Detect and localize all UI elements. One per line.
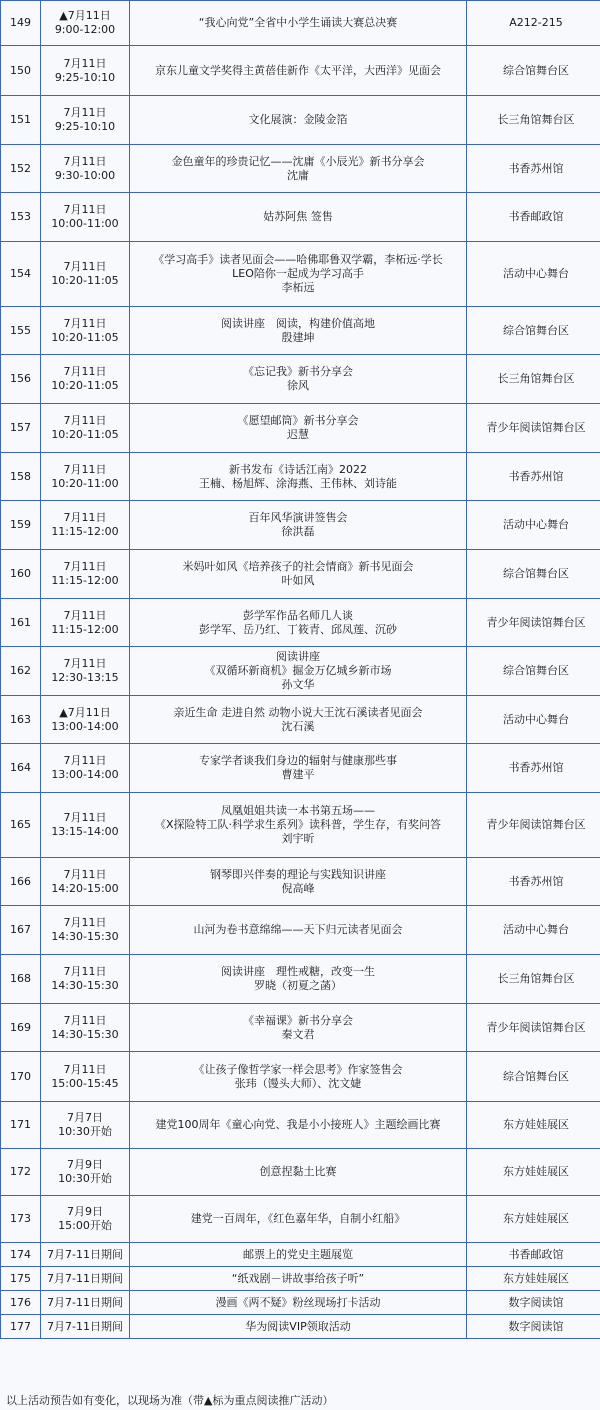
- event-time-line: 10:20-11:00: [51, 476, 119, 490]
- event-description-line: 《双循环新商机》掘金万亿城乡新市场: [204, 664, 392, 677]
- event-venue: 长三角馆舞台区: [467, 355, 600, 404]
- event-time-line: 10:20-11:05: [51, 428, 119, 441]
- event-time-line: ▲7月11日: [59, 9, 111, 22]
- event-description-line: 彭学军、岳乃红、丁筱青、邱凤莲、沉砂: [199, 622, 397, 636]
- event-time: [41, 1315, 130, 1339]
- event-description-line: 山河为卷书意绵绵——天下归元读者见面会: [193, 923, 403, 936]
- event-time-line: 7月11日: [63, 1062, 107, 1076]
- event-time: [41, 242, 130, 307]
- event-description-line: 叶如风: [281, 574, 315, 587]
- event-number: 174: [1, 1243, 41, 1267]
- event-description-line: 建党一百周年，《红色嘉年华，自制小红船》: [190, 1212, 406, 1225]
- table-row: [1, 858, 600, 906]
- event-number: 151: [1, 96, 41, 145]
- event-description-line: 文化展演：金陵金箔: [248, 113, 348, 126]
- table-row: [1, 696, 600, 744]
- event-description: [130, 242, 467, 307]
- event-time: [41, 46, 130, 96]
- table-row: [1, 599, 600, 647]
- event-number: 175: [1, 1267, 41, 1291]
- table-row: [1, 1004, 600, 1052]
- event-time-line: 7月7-11日期间: [47, 1295, 123, 1309]
- event-number: 159: [1, 501, 41, 550]
- table-row: [1, 404, 600, 453]
- event-time-line: 7月11日: [63, 462, 107, 476]
- event-description: [130, 501, 467, 550]
- event-number: 152: [1, 145, 41, 193]
- event-description-line: 米妈叶如风《培养孩子的社会情商》新书见面会: [182, 560, 414, 573]
- event-number: 162: [1, 647, 41, 696]
- event-venue: 综合馆舞台区: [467, 46, 600, 96]
- event-description-line: 王楠、杨旭辉、涂海燕、王伟林、刘诗能: [199, 476, 397, 490]
- event-time-line: 7月9日: [67, 1158, 103, 1171]
- event-description: [130, 1315, 467, 1339]
- table-row: [1, 1315, 600, 1339]
- event-description-line: 邮票上的党史主题展览: [243, 1247, 353, 1261]
- event-description: [130, 1, 467, 46]
- table-row: [1, 744, 600, 793]
- event-description-line: 沈庸: [287, 168, 309, 182]
- event-description-line: 阅读讲座: [276, 650, 320, 663]
- event-description-line: 漫画《两不疑》粉丝现场打卡活动: [215, 1295, 381, 1309]
- event-venue: 活动中心舞台: [467, 906, 600, 955]
- event-time-line: 9:30-10:00: [54, 168, 116, 182]
- event-time: [41, 96, 130, 145]
- event-time-line: 9:25-10:10: [54, 120, 116, 133]
- event-time-line: ▲7月11日: [59, 705, 111, 719]
- event-time-line: 7月11日: [63, 203, 107, 216]
- event-time-line: 7月11日: [63, 608, 107, 622]
- table-row: [1, 355, 600, 404]
- event-description: [130, 1267, 467, 1291]
- event-description: [130, 307, 467, 355]
- event-time-line: 7月11日: [63, 414, 107, 427]
- event-description: [130, 96, 467, 145]
- event-time-line: 7月11日: [63, 56, 107, 70]
- event-description-line: 罗晓（初夏之菡）: [254, 979, 342, 992]
- event-time-line: 13:00-14:00: [51, 768, 119, 781]
- event-description-line: 迟慧: [287, 428, 309, 441]
- event-time: [41, 1052, 130, 1102]
- event-time: [41, 307, 130, 355]
- event-description-line: 孙文华: [281, 678, 315, 691]
- event-description-line: 徐风: [287, 379, 309, 392]
- event-venue: 书香苏州馆: [467, 145, 600, 193]
- table-row: [1, 1, 600, 46]
- event-time-line: 7月11日: [63, 260, 107, 273]
- event-description: [130, 1196, 467, 1243]
- event-time: [41, 145, 130, 193]
- event-time-line: 7月7日: [67, 1111, 103, 1124]
- table-row: [1, 1243, 600, 1267]
- table-row: [1, 1267, 600, 1291]
- event-number: 163: [1, 696, 41, 744]
- event-venue: 活动中心舞台: [467, 501, 600, 550]
- event-description-line: 华为阅读VIP领取活动: [245, 1319, 351, 1333]
- event-number: 172: [1, 1149, 41, 1196]
- event-description-line: 曹建平: [281, 768, 315, 781]
- event-time: [41, 696, 130, 744]
- event-description-line: 殷建坤: [281, 330, 315, 344]
- event-description-line: 《学习高手》读者见面会——哈佛耶鲁双学霸，李柘远·学长: [153, 253, 443, 266]
- event-description: [130, 599, 467, 647]
- event-time-line: 7月9日: [67, 1205, 103, 1218]
- event-venue: A212-215: [467, 1, 600, 46]
- event-description: [130, 858, 467, 906]
- event-description-line: 百年风华演讲签售会: [248, 511, 348, 524]
- event-number: 167: [1, 906, 41, 955]
- event-description-line: 阅读讲座 阅读，构建价值高地: [221, 316, 375, 330]
- event-number: 170: [1, 1052, 41, 1102]
- event-time: [41, 453, 130, 501]
- event-description: [130, 1149, 467, 1196]
- event-venue: 活动中心舞台: [467, 242, 600, 307]
- event-number: 154: [1, 242, 41, 307]
- table-row: [1, 1149, 600, 1196]
- event-description-line: “纸戏剧－讲故事给孩子听”: [231, 1271, 365, 1285]
- table-row: [1, 242, 600, 307]
- event-description: [130, 453, 467, 501]
- event-time: [41, 793, 130, 858]
- event-description-line: 专家学者谈我们身边的辐射与健康那些事: [199, 754, 397, 767]
- event-venue: 数字阅读馆: [467, 1291, 600, 1315]
- event-venue: 东方娃娃展区: [467, 1102, 600, 1149]
- event-description-line: 《让孩子像哲学家一样会思考》作家签售会: [193, 1062, 403, 1076]
- event-number: 150: [1, 46, 41, 96]
- event-venue: 书香邮政馆: [467, 193, 600, 242]
- event-time-line: 13:15-14:00: [51, 825, 119, 838]
- event-time-line: 14:20-15:00: [51, 881, 119, 895]
- table-row: [1, 793, 600, 858]
- table-row: [1, 46, 600, 96]
- table-row: [1, 1196, 600, 1243]
- event-time-line: 15:00-15:45: [51, 1076, 119, 1090]
- table-row: [1, 1291, 600, 1315]
- event-time-line: 7月11日: [63, 867, 107, 881]
- table-row: [1, 906, 600, 955]
- event-time-line: 13:00-14:00: [51, 719, 119, 733]
- event-description: [130, 355, 467, 404]
- event-number: 156: [1, 355, 41, 404]
- event-time-line: 7月11日: [63, 316, 107, 330]
- event-time: [41, 599, 130, 647]
- event-description-line: 《忘记我》新书分享会: [243, 365, 353, 378]
- event-time-line: 15:00开始: [58, 1219, 112, 1232]
- event-time-line: 7月11日: [63, 965, 107, 978]
- event-venue: 书香苏州馆: [467, 453, 600, 501]
- event-description: [130, 1243, 467, 1267]
- event-description: [130, 793, 467, 858]
- event-number: 168: [1, 955, 41, 1004]
- event-description-line: 钢琴即兴伴奏的理论与实践知识讲座: [210, 867, 386, 881]
- event-time: [41, 1291, 130, 1315]
- event-time-line: 7月11日: [63, 1013, 107, 1027]
- event-description-line: 阅读讲座 理性戒糖，改变一生: [221, 965, 375, 978]
- event-venue: 综合馆舞台区: [467, 647, 600, 696]
- event-venue: 书香邮政馆: [467, 1243, 600, 1267]
- event-description: [130, 46, 467, 96]
- event-venue: 书香苏州馆: [467, 858, 600, 906]
- event-description-line: 凤凰姐姐共读一本书第五场——: [221, 804, 375, 817]
- footer-note: 以上活动预告如有变化，以现场为准（带▲标为重点阅读推广活动）: [6, 1394, 334, 1407]
- event-venue: 数字阅读馆: [467, 1315, 600, 1339]
- event-number: 161: [1, 599, 41, 647]
- event-venue: 综合馆舞台区: [467, 307, 600, 355]
- event-time-line: 7月11日: [63, 106, 107, 119]
- event-number: 153: [1, 193, 41, 242]
- event-description: [130, 955, 467, 1004]
- event-time-line: 11:15-12:00: [51, 574, 119, 587]
- event-time-line: 9:00-12:00: [54, 23, 116, 36]
- event-time: [41, 744, 130, 793]
- event-venue: 东方娃娃展区: [467, 1267, 600, 1291]
- event-description: [130, 145, 467, 193]
- event-time-line: 7月11日: [63, 916, 107, 929]
- table-row: [1, 193, 600, 242]
- event-time-line: 7月11日: [63, 754, 107, 767]
- event-venue: 综合馆舞台区: [467, 550, 600, 599]
- event-description-line: 《愿望邮筒》新书分享会: [237, 414, 359, 427]
- event-time-line: 10:20-11:05: [51, 274, 119, 287]
- event-number: 166: [1, 858, 41, 906]
- event-number: 157: [1, 404, 41, 453]
- event-time: [41, 193, 130, 242]
- table-row: [1, 955, 600, 1004]
- event-description-line: “我心向党”全省中小学生诵读大赛总决赛: [198, 16, 398, 29]
- event-description: [130, 550, 467, 599]
- event-time: [41, 550, 130, 599]
- event-venue: 东方娃娃展区: [467, 1149, 600, 1196]
- event-time: [41, 858, 130, 906]
- event-description: [130, 193, 467, 242]
- event-description: [130, 1052, 467, 1102]
- table-row: [1, 1102, 600, 1149]
- table-row: [1, 145, 600, 193]
- event-time-line: 14:30-15:30: [51, 930, 119, 943]
- event-time-line: 14:30-15:30: [51, 979, 119, 992]
- event-time-line: 10:00-11:00: [51, 217, 119, 230]
- event-number: 155: [1, 307, 41, 355]
- event-time-line: 7月11日: [63, 811, 107, 824]
- event-time-line: 10:30开始: [58, 1125, 112, 1138]
- event-time: [41, 1196, 130, 1243]
- event-venue: 青少年阅读馆舞台区: [467, 599, 600, 647]
- event-time: [41, 1149, 130, 1196]
- event-description-line: 《X探险特工队·科学求生系列》读科普，学生存，有奖问答: [154, 818, 442, 831]
- event-description-line: 建党100周年《童心向党、我是小小接班人》主题绘画比赛: [155, 1118, 441, 1131]
- table-row: [1, 453, 600, 501]
- table-row: [1, 550, 600, 599]
- table-row: [1, 1052, 600, 1102]
- table-row: [1, 647, 600, 696]
- event-description: [130, 647, 467, 696]
- event-description: [130, 744, 467, 793]
- table-row: [1, 96, 600, 145]
- event-number: 176: [1, 1291, 41, 1315]
- event-number: 164: [1, 744, 41, 793]
- event-time-line: 7月11日: [63, 365, 107, 378]
- event-time: [41, 1, 130, 46]
- event-time-line: 7月11日: [63, 560, 107, 573]
- event-description-line: 秦文君: [281, 1027, 315, 1041]
- event-number: 173: [1, 1196, 41, 1243]
- event-venue: 长三角馆舞台区: [467, 96, 600, 145]
- event-number: 160: [1, 550, 41, 599]
- event-venue: 长三角馆舞台区: [467, 955, 600, 1004]
- event-time-line: 12:30-13:15: [51, 671, 119, 684]
- event-time-line: 10:20-11:05: [51, 379, 119, 392]
- event-description-line: 张玮（馒头大师）、沈文婕: [234, 1076, 362, 1090]
- event-time-line: 7月11日: [63, 657, 107, 670]
- event-time-line: 11:15-12:00: [51, 622, 119, 636]
- event-description: [130, 1004, 467, 1052]
- event-description-line: 倪高峰: [281, 881, 315, 895]
- event-time: [41, 1267, 130, 1291]
- event-number: 177: [1, 1315, 41, 1339]
- event-time: [41, 501, 130, 550]
- event-description-line: 新书发布《诗话江南》2022: [229, 462, 367, 476]
- event-description-line: 刘宇昕: [281, 832, 315, 845]
- event-description-line: 徐洪磊: [281, 525, 315, 538]
- event-time: [41, 1102, 130, 1149]
- event-description-line: 彭学军作品名师几人谈: [243, 608, 353, 622]
- event-number: 165: [1, 793, 41, 858]
- event-description-line: LEO陪你一起成为学习高手: [232, 267, 364, 280]
- event-description: [130, 906, 467, 955]
- event-venue: 青少年阅读馆舞台区: [467, 793, 600, 858]
- event-time-line: 11:15-12:00: [51, 525, 119, 538]
- event-venue: 活动中心舞台: [467, 696, 600, 744]
- event-time: [41, 355, 130, 404]
- event-description: [130, 404, 467, 453]
- event-time-line: 7月11日: [63, 154, 107, 168]
- event-description-line: 创意捏黏土比赛: [259, 1165, 337, 1178]
- event-description-line: 金色童年的珍贵记忆——沈庸《小辰光》新书分享会: [171, 154, 425, 168]
- event-time: [41, 955, 130, 1004]
- event-description: [130, 696, 467, 744]
- event-number: 158: [1, 453, 41, 501]
- event-description: [130, 1291, 467, 1315]
- event-time-line: 7月7-11日期间: [47, 1271, 123, 1285]
- table-row: [1, 307, 600, 355]
- event-venue: 综合馆舞台区: [467, 1052, 600, 1102]
- event-number: 149: [1, 1, 41, 46]
- event-venue: 青少年阅读馆舞台区: [467, 1004, 600, 1052]
- event-description-line: 京东儿童文学奖得主黄蓓佳新作《太平洋，大西洋》见面会: [155, 63, 441, 77]
- event-description-line: 李柘远: [281, 281, 315, 294]
- event-time: [41, 1243, 130, 1267]
- event-time-line: 9:25-10:10: [54, 70, 116, 84]
- event-number: 171: [1, 1102, 41, 1149]
- event-time-line: 14:30-15:30: [51, 1027, 119, 1041]
- event-number: 169: [1, 1004, 41, 1052]
- event-time: [41, 647, 130, 696]
- event-venue: 青少年阅读馆舞台区: [467, 404, 600, 453]
- event-time-line: 7月7-11日期间: [47, 1319, 123, 1333]
- event-description-line: 亲近生命 走进自然 动物小说大王沈石溪读者见面会: [173, 705, 423, 719]
- event-description-line: 《幸福课》新书分享会: [243, 1013, 353, 1027]
- event-venue: 书香苏州馆: [467, 744, 600, 793]
- event-time: [41, 906, 130, 955]
- event-description: [130, 1102, 467, 1149]
- event-time: [41, 404, 130, 453]
- event-time-line: 7月11日: [63, 511, 107, 524]
- event-time: [41, 1004, 130, 1052]
- event-description-line: 姑苏阿焦 签售: [263, 210, 333, 223]
- event-time-line: 10:30开始: [58, 1172, 112, 1185]
- table-row: [1, 501, 600, 550]
- event-time-line: 7月7-11日期间: [47, 1247, 123, 1261]
- event-description-line: 沈石溪: [281, 719, 315, 733]
- event-venue: 东方娃娃展区: [467, 1196, 600, 1243]
- event-time-line: 10:20-11:05: [51, 330, 119, 344]
